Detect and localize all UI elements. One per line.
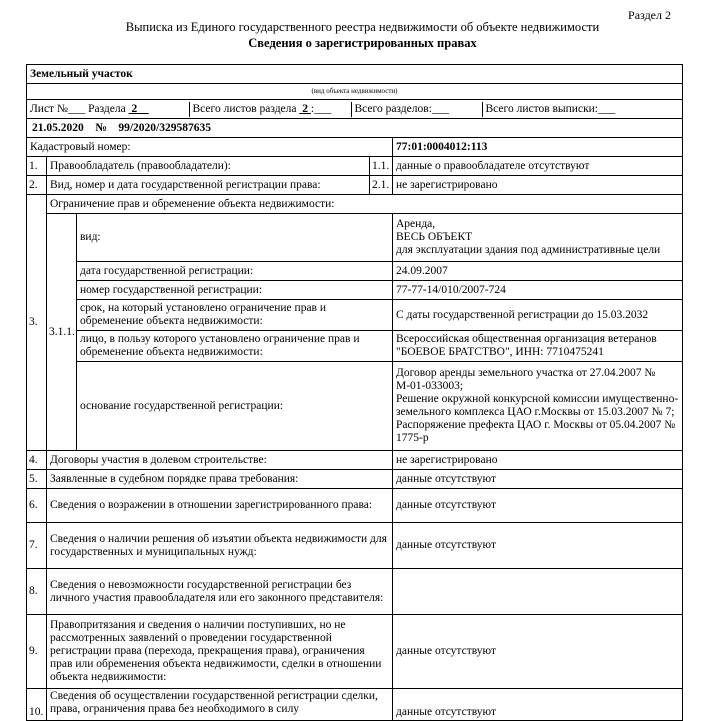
field-label: основание государственной регистрации: [77, 362, 393, 451]
row-value: данные отсутствуют [393, 615, 683, 689]
row-1 [27, 157, 683, 176]
object-type: Земельный участок [27, 65, 683, 84]
row-number: 10. [27, 689, 47, 721]
row-4 [27, 451, 683, 470]
row-subnumber: 3.1.1. [47, 214, 77, 451]
row-subnumber: 1.1. [370, 157, 393, 176]
row-6 [27, 489, 683, 523]
row-label: Заявленные в судебном порядке права требования: [47, 470, 393, 489]
row-value: не зарегистрировано [393, 176, 683, 195]
section-sheets-label: Всего листов раздела [192, 102, 297, 115]
row-value: данные отсутствуют [393, 689, 683, 721]
cadastral-number: 77:01:0004012:113 [393, 138, 683, 157]
row-value [393, 569, 683, 615]
row-value: данные отсутствуют [393, 489, 683, 523]
section-sheets-value: 2 [302, 102, 308, 115]
field-label: срок, на который установлено ограничение прав и обременение объекта недвижимости: [77, 300, 393, 331]
row-number: 4. [27, 451, 47, 470]
field-label: дата государственной регистрации: [77, 262, 393, 281]
field-value: 24.09.2007 [393, 262, 683, 281]
rights-table [26, 64, 683, 721]
field-value [393, 214, 683, 262]
row-value: не зарегистрировано [393, 451, 683, 470]
encumbrance-date-row [27, 262, 683, 281]
sheet-info-row [27, 100, 683, 119]
row-number: 5. [27, 470, 47, 489]
field-label: номер государственной регистрации: [77, 281, 393, 300]
row-label: Сведения о невозможности государственной регистрации без личного участия правообладателя или его законного представителя: [47, 569, 393, 615]
field-label: лицо, в пользу которого установлено ограничение прав и обременение объекта недвижимости: [77, 331, 393, 362]
field-value: 77-77-14/010/2007-724 [393, 281, 683, 300]
field-label: вид: [77, 214, 393, 262]
row-value: данные о правообладателе отсутствуют [393, 157, 683, 176]
date-number-row [27, 119, 683, 138]
field-value [393, 362, 683, 451]
basis-line-3: Распоряжение префекта ЦАО г. Москвы от 05.04.2007 № 1775-р [396, 419, 676, 444]
extract-date: 21.05.2020 [32, 121, 84, 134]
encumbrance-kind-row [27, 214, 683, 262]
row-value: данные отсутствуют [393, 470, 683, 489]
row-label: Правообладатель (правообладатели): [47, 157, 370, 176]
sheet-info: Лист №___ Раздела 2 Всего листов раздела 2 :___ Всего разделов:___ Всего листов выписки:___ [27, 102, 682, 117]
row-label: Договоры участия в долевом строительстве: [47, 451, 393, 470]
encumbrance-person-row [27, 331, 683, 362]
extract-number: 99/2020/329587635 [118, 121, 211, 134]
object-type-caption: (вид объекта недвижимости) [27, 84, 683, 100]
field-value: Всероссийская общественная организация ветеранов "БОЕВОЕ БРАТСТВО", ИНН: 7710475241 [393, 331, 683, 362]
encumbrance-term-row [27, 300, 683, 331]
section-number-label: Раздела [88, 102, 126, 115]
object-type-caption-row [27, 84, 683, 100]
document-title: Выписка из Единого государственного реестра недвижимости об объекте недвижимости [125, 20, 600, 34]
row-number: 8. [27, 569, 47, 615]
field-value: С даты государственной регистрации до 15.03.2032 [393, 300, 683, 331]
row-9 [27, 615, 683, 689]
kind-line-1: Аренда, [396, 218, 436, 230]
row-7 [27, 523, 683, 569]
section-number-value: 2 [131, 102, 138, 115]
cadastral-label: Кадастровый номер: [27, 138, 393, 157]
encumbrance-number-row [27, 281, 683, 300]
basis-line-1: Договор аренды земельного участка от 27.04.2007 № М-01-033003; [396, 367, 656, 392]
row-number: 6. [27, 489, 47, 523]
document-subtitle: Сведения о зарегистрированных правах [248, 36, 477, 50]
section-label: Раздел 2 [628, 8, 671, 22]
total-sections-label: Всего разделов: [354, 102, 432, 115]
row-number: 7. [27, 523, 47, 569]
row-number: 9. [27, 615, 47, 689]
object-type-row [27, 65, 683, 84]
encumbrance-basis-row [27, 362, 683, 451]
row-number: 1. [27, 157, 47, 176]
basis-line-2: Решение окружной конкурсной комиссии имущественно-земельного комплекса ЦАО г.Москвы от 15.03.2007 № 7; [396, 393, 679, 418]
row-8 [27, 569, 683, 615]
row-label: Сведения о возражении в отношении зарегистрированного права: [47, 489, 393, 523]
row-number: 3. [27, 195, 47, 451]
kind-line-3: для эксплуатации здания под административные цели [396, 244, 661, 256]
row-label: Правопритязания и сведения о наличии поступивших, но не рассмотренных заявлений о проведении государственной регистрации права (перехода, прекращения права), ограничения прав или обременения объекта недвижимости, сделки в отношении объекта недвижимости: [47, 615, 393, 689]
row-label: Сведения о наличии решения об изъятии объекта недвижимости для государственных и муниципальных нужд: [47, 523, 393, 569]
total-sheets-label: Всего листов выписки: [485, 102, 599, 115]
row-number: 2. [27, 176, 47, 195]
row-label: Сведения об осуществлении государственной регистрации сделки, права, ограничения права без необходимого в силу [47, 689, 393, 721]
row-3-header [27, 195, 683, 214]
sheet-label: Лист № [30, 102, 68, 115]
row-5 [27, 470, 683, 489]
row-label: Вид, номер и дата государственной регистрации права: [47, 176, 370, 195]
row-10 [27, 689, 683, 721]
row-value: данные отсутствуют [393, 523, 683, 569]
row-2 [27, 176, 683, 195]
cadastral-row [27, 138, 683, 157]
number-sign: № [95, 121, 107, 134]
row-subnumber: 2.1. [370, 176, 393, 195]
row-label: Ограничение прав и обременение объекта недвижимости: [47, 195, 683, 214]
kind-line-2: ВЕСЬ ОБЪЕКТ [396, 231, 473, 243]
